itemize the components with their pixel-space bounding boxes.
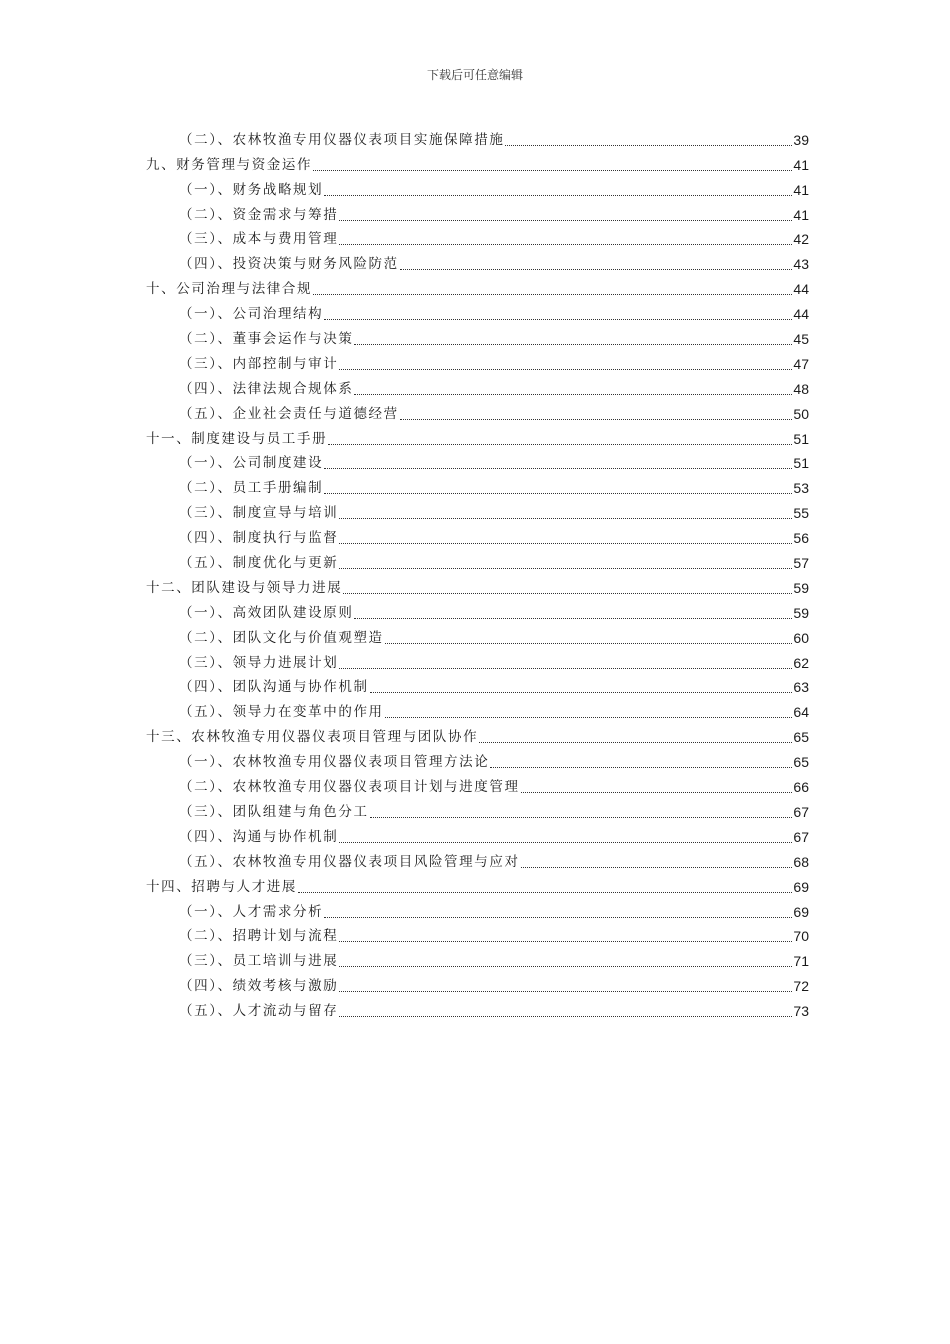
toc-leader-dots — [313, 169, 792, 171]
toc-entry-label: （五）、企业社会责任与道德经营 — [179, 405, 399, 422]
toc-entry-label: （一）、人才需求分析 — [179, 903, 324, 920]
toc-entry-page-number: 71 — [793, 953, 809, 970]
toc-leader-dots — [339, 965, 792, 967]
toc-entry-label: （一）、高效团队建设原则 — [179, 604, 354, 621]
toc-entry[interactable] — [146, 623, 809, 648]
toc-entry[interactable] — [146, 648, 809, 673]
toc-entry-page-number: 51 — [793, 455, 809, 472]
toc-entry-label: （二）、团队文化与价值观塑造 — [179, 629, 384, 646]
toc-leader-dots — [324, 194, 792, 196]
toc-entry-label: （二）、董事会运作与决策 — [179, 331, 354, 348]
toc-entry-label: 十四、招聘与人才进展 — [146, 878, 297, 895]
toc-entry-page-number: 69 — [793, 878, 809, 895]
toc-entry-label: （四）、制度执行与监督 — [179, 530, 339, 547]
toc-entry-page-number: 63 — [793, 679, 809, 696]
toc-entry[interactable] — [146, 847, 809, 872]
toc-entry-label: （五）、农林牧渔专用仪器仪表项目风险管理与应对 — [179, 853, 520, 870]
toc-entry[interactable] — [146, 946, 809, 971]
toc-entry-page-number: 48 — [793, 380, 809, 397]
toc-entry-label: （五）、制度优化与更新 — [179, 555, 339, 572]
toc-entry-label: （一）、财务战略规划 — [179, 181, 324, 198]
toc-entry-page-number: 39 — [793, 131, 809, 148]
toc-entry-page-number: 65 — [793, 754, 809, 771]
toc-entry-page-number: 44 — [793, 306, 809, 323]
toc-entry[interactable] — [146, 374, 809, 399]
toc-leader-dots — [400, 418, 793, 420]
toc-entry[interactable] — [146, 523, 809, 548]
toc-entry-page-number: 62 — [793, 654, 809, 671]
toc-entry[interactable] — [146, 971, 809, 996]
toc-entry[interactable] — [146, 573, 809, 598]
toc-entry[interactable] — [146, 772, 809, 797]
toc-entry-page-number: 57 — [793, 555, 809, 572]
toc-leader-dots — [339, 841, 792, 843]
toc-entry-page-number: 55 — [793, 505, 809, 522]
toc-entry-page-number: 73 — [793, 1003, 809, 1020]
page-header: 下载后可任意编辑 — [426, 68, 523, 82]
toc-entry[interactable] — [146, 697, 809, 722]
toc-entry-page-number: 67 — [793, 828, 809, 845]
toc-leader-dots — [521, 791, 793, 793]
toc-entry-label: （三）、内部控制与审计 — [179, 355, 339, 372]
toc-entry[interactable] — [146, 598, 809, 623]
toc-leader-dots — [354, 617, 792, 619]
toc-entry-page-number: 44 — [793, 281, 809, 298]
toc-entry-label: （三）、制度宣导与培训 — [179, 505, 339, 522]
toc-leader-dots — [479, 741, 792, 743]
toc-leader-dots — [324, 492, 792, 494]
toc-entry-page-number: 51 — [793, 430, 809, 447]
toc-entry[interactable] — [146, 747, 809, 772]
toc-entry[interactable] — [146, 175, 809, 200]
toc-entry[interactable] — [146, 922, 809, 947]
toc-entry-page-number: 41 — [793, 156, 809, 173]
toc-leader-dots — [324, 318, 792, 320]
toc-leader-dots — [354, 393, 792, 395]
toc-leader-dots — [339, 567, 792, 569]
toc-entry-page-number: 43 — [793, 256, 809, 273]
toc-entry-page-number: 67 — [793, 803, 809, 820]
toc-entry-label: （二）、农林牧渔专用仪器仪表项目实施保障措施 — [179, 131, 505, 148]
toc-entry-page-number: 42 — [793, 231, 809, 248]
toc-leader-dots — [339, 990, 792, 992]
toc-entry[interactable] — [146, 449, 809, 474]
toc-entry-label: （三）、领导力进展计划 — [179, 654, 339, 671]
toc-entry[interactable] — [146, 399, 809, 424]
toc-entry[interactable] — [146, 897, 809, 922]
toc-entry-label: （五）、人才流动与留存 — [179, 1003, 339, 1020]
toc-entry-label: （五）、领导力在变革中的作用 — [179, 704, 384, 721]
toc-entry[interactable] — [146, 225, 809, 250]
toc-entry-label: （四）、法律法规合规体系 — [179, 380, 354, 397]
toc-entry[interactable] — [146, 872, 809, 897]
toc-leader-dots — [339, 243, 792, 245]
toc-leader-dots — [339, 219, 792, 221]
toc-entry-label: （一）、公司制度建设 — [179, 455, 324, 472]
toc-leader-dots — [385, 716, 793, 718]
toc-entry-page-number: 69 — [793, 903, 809, 920]
toc-entry-page-number: 41 — [793, 206, 809, 223]
toc-entry[interactable] — [146, 424, 809, 449]
toc-entry[interactable] — [146, 996, 809, 1021]
toc-leader-dots — [339, 368, 792, 370]
toc-entry-page-number: 66 — [793, 779, 809, 796]
toc-entry-label: （三）、成本与费用管理 — [179, 231, 339, 248]
toc-entry[interactable] — [146, 125, 809, 150]
toc-entry[interactable] — [146, 299, 809, 324]
toc-entry-label: 十、公司治理与法律合规 — [146, 281, 313, 298]
toc-entry-page-number: 45 — [793, 331, 809, 348]
toc-entry-label: （三）、员工培训与进展 — [179, 953, 339, 970]
toc-entry[interactable] — [146, 822, 809, 847]
toc-entry-page-number: 68 — [793, 853, 809, 870]
toc-leader-dots — [354, 343, 792, 345]
toc-leader-dots — [370, 691, 793, 693]
toc-leader-dots — [400, 268, 793, 270]
toc-entry[interactable] — [146, 349, 809, 374]
toc-entry-page-number: 47 — [793, 355, 809, 372]
toc-entry-page-number: 72 — [793, 978, 809, 995]
toc-entry-label: 十一、制度建设与员工手册 — [146, 430, 328, 447]
toc-entry-label: （四）、绩效考核与激励 — [179, 978, 339, 995]
toc-entry-page-number: 70 — [793, 928, 809, 945]
toc-entry[interactable] — [146, 150, 809, 175]
toc-leader-dots — [324, 916, 792, 918]
toc-entry[interactable] — [146, 200, 809, 225]
toc-leader-dots — [313, 293, 792, 295]
toc-entry[interactable] — [146, 548, 809, 573]
toc-entry[interactable] — [146, 797, 809, 822]
toc-leader-dots — [385, 642, 793, 644]
toc-entry-label: （二）、资金需求与筹措 — [179, 206, 339, 223]
toc-leader-dots — [343, 592, 792, 594]
toc-entry-label: （一）、公司治理结构 — [179, 306, 324, 323]
toc-leader-dots — [339, 940, 792, 942]
toc-entry[interactable] — [146, 249, 809, 274]
toc-leader-dots — [490, 766, 792, 768]
toc-entry-page-number: 60 — [793, 629, 809, 646]
toc-entry[interactable] — [146, 498, 809, 523]
toc-leader-dots — [324, 467, 792, 469]
toc-entry-label: （四）、团队沟通与协作机制 — [179, 679, 369, 696]
toc-entry-page-number: 59 — [793, 579, 809, 596]
toc-entry-page-number: 53 — [793, 480, 809, 497]
toc-entry-page-number: 65 — [793, 729, 809, 746]
toc-entry-page-number: 50 — [793, 405, 809, 422]
toc-entry-page-number: 64 — [793, 704, 809, 721]
toc-entry-label: （二）、招聘计划与流程 — [179, 928, 339, 945]
toc-entry-label: （二）、农林牧渔专用仪器仪表项目计划与进度管理 — [179, 779, 520, 796]
toc-leader-dots — [370, 816, 793, 818]
toc-entry-label: 十三、农林牧渔专用仪器仪表项目管理与团队协作 — [146, 729, 479, 746]
toc-entry-page-number: 56 — [793, 530, 809, 547]
toc-leader-dots — [339, 542, 792, 544]
table-of-contents — [146, 125, 809, 1021]
toc-entry[interactable] — [146, 473, 809, 498]
toc-entry[interactable] — [146, 274, 809, 299]
toc-leader-dots — [339, 517, 792, 519]
toc-leader-dots — [505, 144, 792, 146]
toc-entry-label: 十二、团队建设与领导力进展 — [146, 579, 343, 596]
toc-leader-dots — [328, 443, 792, 445]
toc-entry[interactable] — [146, 673, 809, 698]
toc-leader-dots — [298, 891, 792, 893]
toc-entry[interactable] — [146, 722, 809, 747]
toc-entry-label: （四）、沟通与协作机制 — [179, 828, 339, 845]
toc-leader-dots — [521, 866, 793, 868]
toc-entry-label: （三）、团队组建与角色分工 — [179, 803, 369, 820]
toc-leader-dots — [339, 1015, 792, 1017]
toc-entry-label: （一）、农林牧渔专用仪器仪表项目管理方法论 — [179, 754, 490, 771]
toc-entry-page-number: 59 — [793, 604, 809, 621]
toc-entry-label: （二）、员工手册编制 — [179, 480, 324, 497]
toc-entry-label: （四）、投资决策与财务风险防范 — [179, 256, 399, 273]
toc-entry-page-number: 41 — [793, 181, 809, 198]
toc-leader-dots — [339, 667, 792, 669]
toc-entry-label: 九、财务管理与资金运作 — [146, 156, 313, 173]
toc-entry[interactable] — [146, 324, 809, 349]
